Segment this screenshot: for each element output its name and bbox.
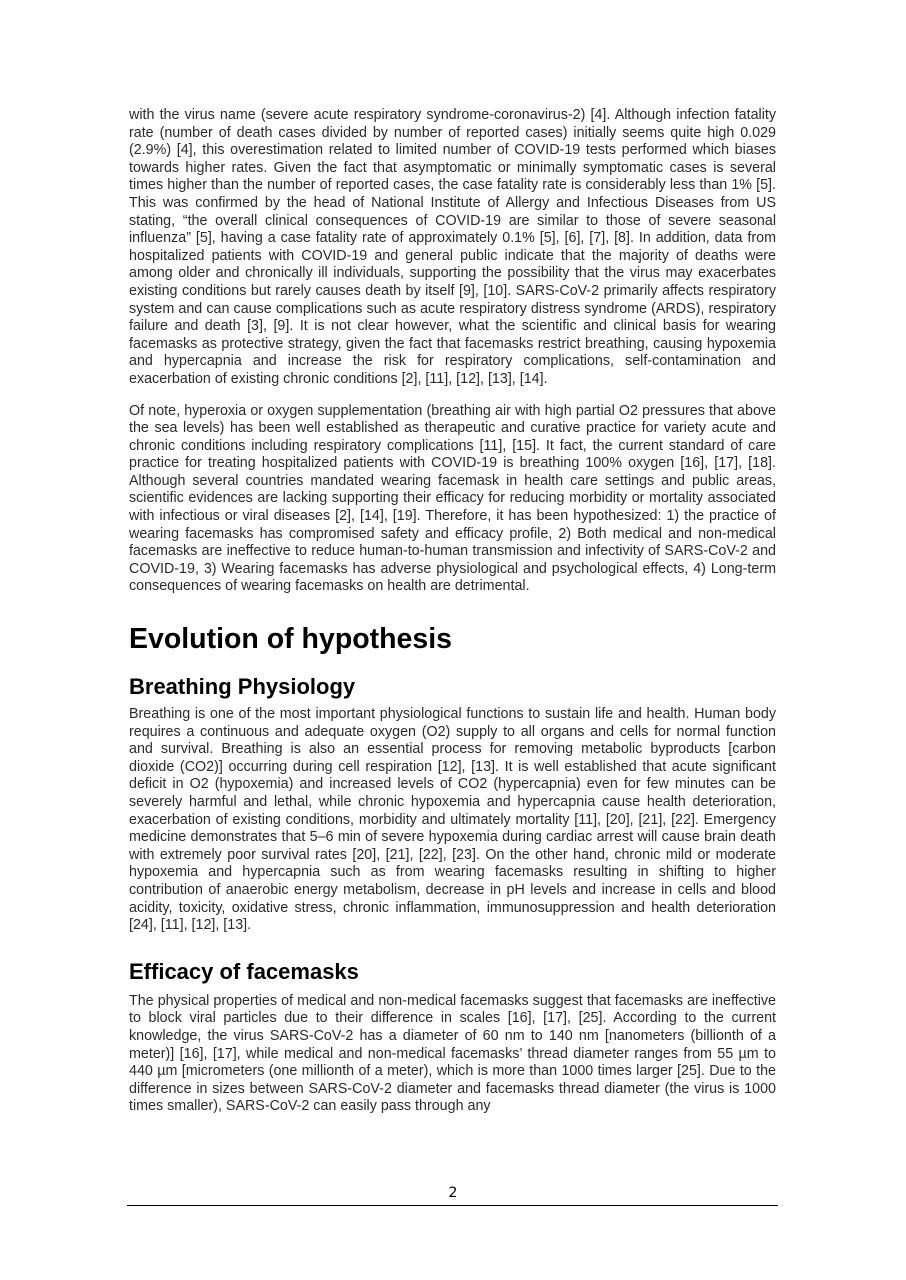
paragraph-hypotheses: Of note, hyperoxia or oxygen supplementation (breathing air with high partial O2 pressures that above the sea levels) has been well established as therapeutic and curative practice for variety acute and chronic conditions including respiratory complications [11], [15]. It fact, the current standard of care practice for treating hospitalized patients with COVID-19 is breathing 100% oxygen [16], [17], [18]. Although several countries mandated wearing facemask in health care settings and public areas, scientific evidences are lacking supporting their efficacy for reducing morbidity or mortality associated with infectious or viral diseases [2], [14], [19]. Therefore, it has been hypothesized: 1) the practice of wearing facemasks has compromised safety and efficacy profile, 2) Both medical and non-medical facemasks are ineffective to reduce human-to-human transmission and infectivity of SARS-CoV-2 and COVID-19, 3) Wearing facemasks has adverse physiological and psychological effects, 4) Long-term consequences of wearing facemasks on health are detrimental. xyxy=(129,402,776,595)
paragraph-intro-fatality: with the virus name (severe acute respiratory syndrome-coronavirus-2) [4]. Although infection fatality rate (number of death cases divided by number of reported cases) initially seems quite high 0.029 (2.9%) [4], this overestimation related to limited number of COVID-19 tests performed which biases towards higher rates. Given the fact that asymptomatic or minimally symptomatic cases is several times higher than the number of reported cases, the case fatality rate is considerably less than 1% [5]. This was confirmed by the head of National Institute of Allergy and Infectious Diseases from US stating, “the overall clinical consequences of COVID-19 are similar to those of severe seasonal influenza” [5], having a case fatality rate of approximately 0.1% [5], [6], [7], [8]. In addition, data from hospitalized patients with COVID-19 and general public indicate that the majority of deaths were among older and chronically ill individuals, supporting the possibility that the virus may exacerbates existing conditions but rarely causes death by itself [9], [10]. SARS-CoV-2 primarily affects respiratory system and can cause complications such as acute respiratory distress syndrome (ARDS), respiratory failure and death [3], [9]. It is not clear however, what the scientific and clinical basis for wearing facemasks as protective strategy, given the fact that facemasks restrict breathing, causing hypoxemia and hypercapnia and increase the risk for respiratory complications, self-contamination and exacerbation of existing chronic conditions [2], [11], [12], [13], [14]. xyxy=(129,107,776,387)
paragraph-facemask-efficacy: The physical properties of medical and non-medical facemasks suggest that facemasks are ineffective to block viral particles due to their difference in scales [16], [17], [25]. According to the current knowledge, the virus SARS-CoV-2 has a diameter of 60 nm to 140 nm [nanometers (billionth of a meter)] [16], [17], while medical and non-medical facemasks’ thread diameter ranges from 55 µm to 440 µm [micrometers (one millionth of a meter), which is more than 1000 times larger [25]. Due to the difference in sizes between SARS-CoV-2 diameter and facemasks thread diameter (the virus is 1000 times smaller), SARS-CoV-2 can easily pass through any xyxy=(129,992,776,1115)
section-heading: Evolution of hypothesis xyxy=(129,623,453,656)
page-content xyxy=(129,107,776,1116)
paragraph-breathing-physiology: Breathing is one of the most important physiological functions to sustain life and health. Human body requires a continuous and adequate oxygen (O2) supply to all organs and cells for normal function and survival. Breathing is also an essential process for removing metabolic byproducts [carbon dioxide (CO2)] occurring during cell respiration [12], [13]. It is well established that acute significant deficit in O2 (hypoxemia) and increased levels of CO2 (hypercapnia) even for few minutes can be severely harmful and lethal, while chronic hypoxemia and hypercapnia cause health deterioration, exacerbation of existing conditions, morbidity and ultimately mortality [11], [20], [21], [22]. Emergency medicine demonstrates that 5–6 min of severe hypoxemia during cardiac arrest will cause brain death with extremely poor survival rates [20], [21], [22], [23]. On the other hand, chronic mild or moderate hypoxemia and hypercapnia such as from wearing facemasks resulting in shifting to higher contribution of anaerobic energy metabolism, decrease in pH levels and increase in cells and blood acidity, toxicity, oxidative stress, chronic inflammation, immunosuppression and health deterioration [24], [11], [12], [13]. xyxy=(129,706,776,934)
subsection-heading-breathing: Breathing Physiology xyxy=(129,674,356,700)
footer-divider xyxy=(127,1205,778,1206)
subsection-heading-efficacy: Efficacy of facemasks xyxy=(129,958,359,984)
page-number: 2 xyxy=(448,1185,458,1201)
